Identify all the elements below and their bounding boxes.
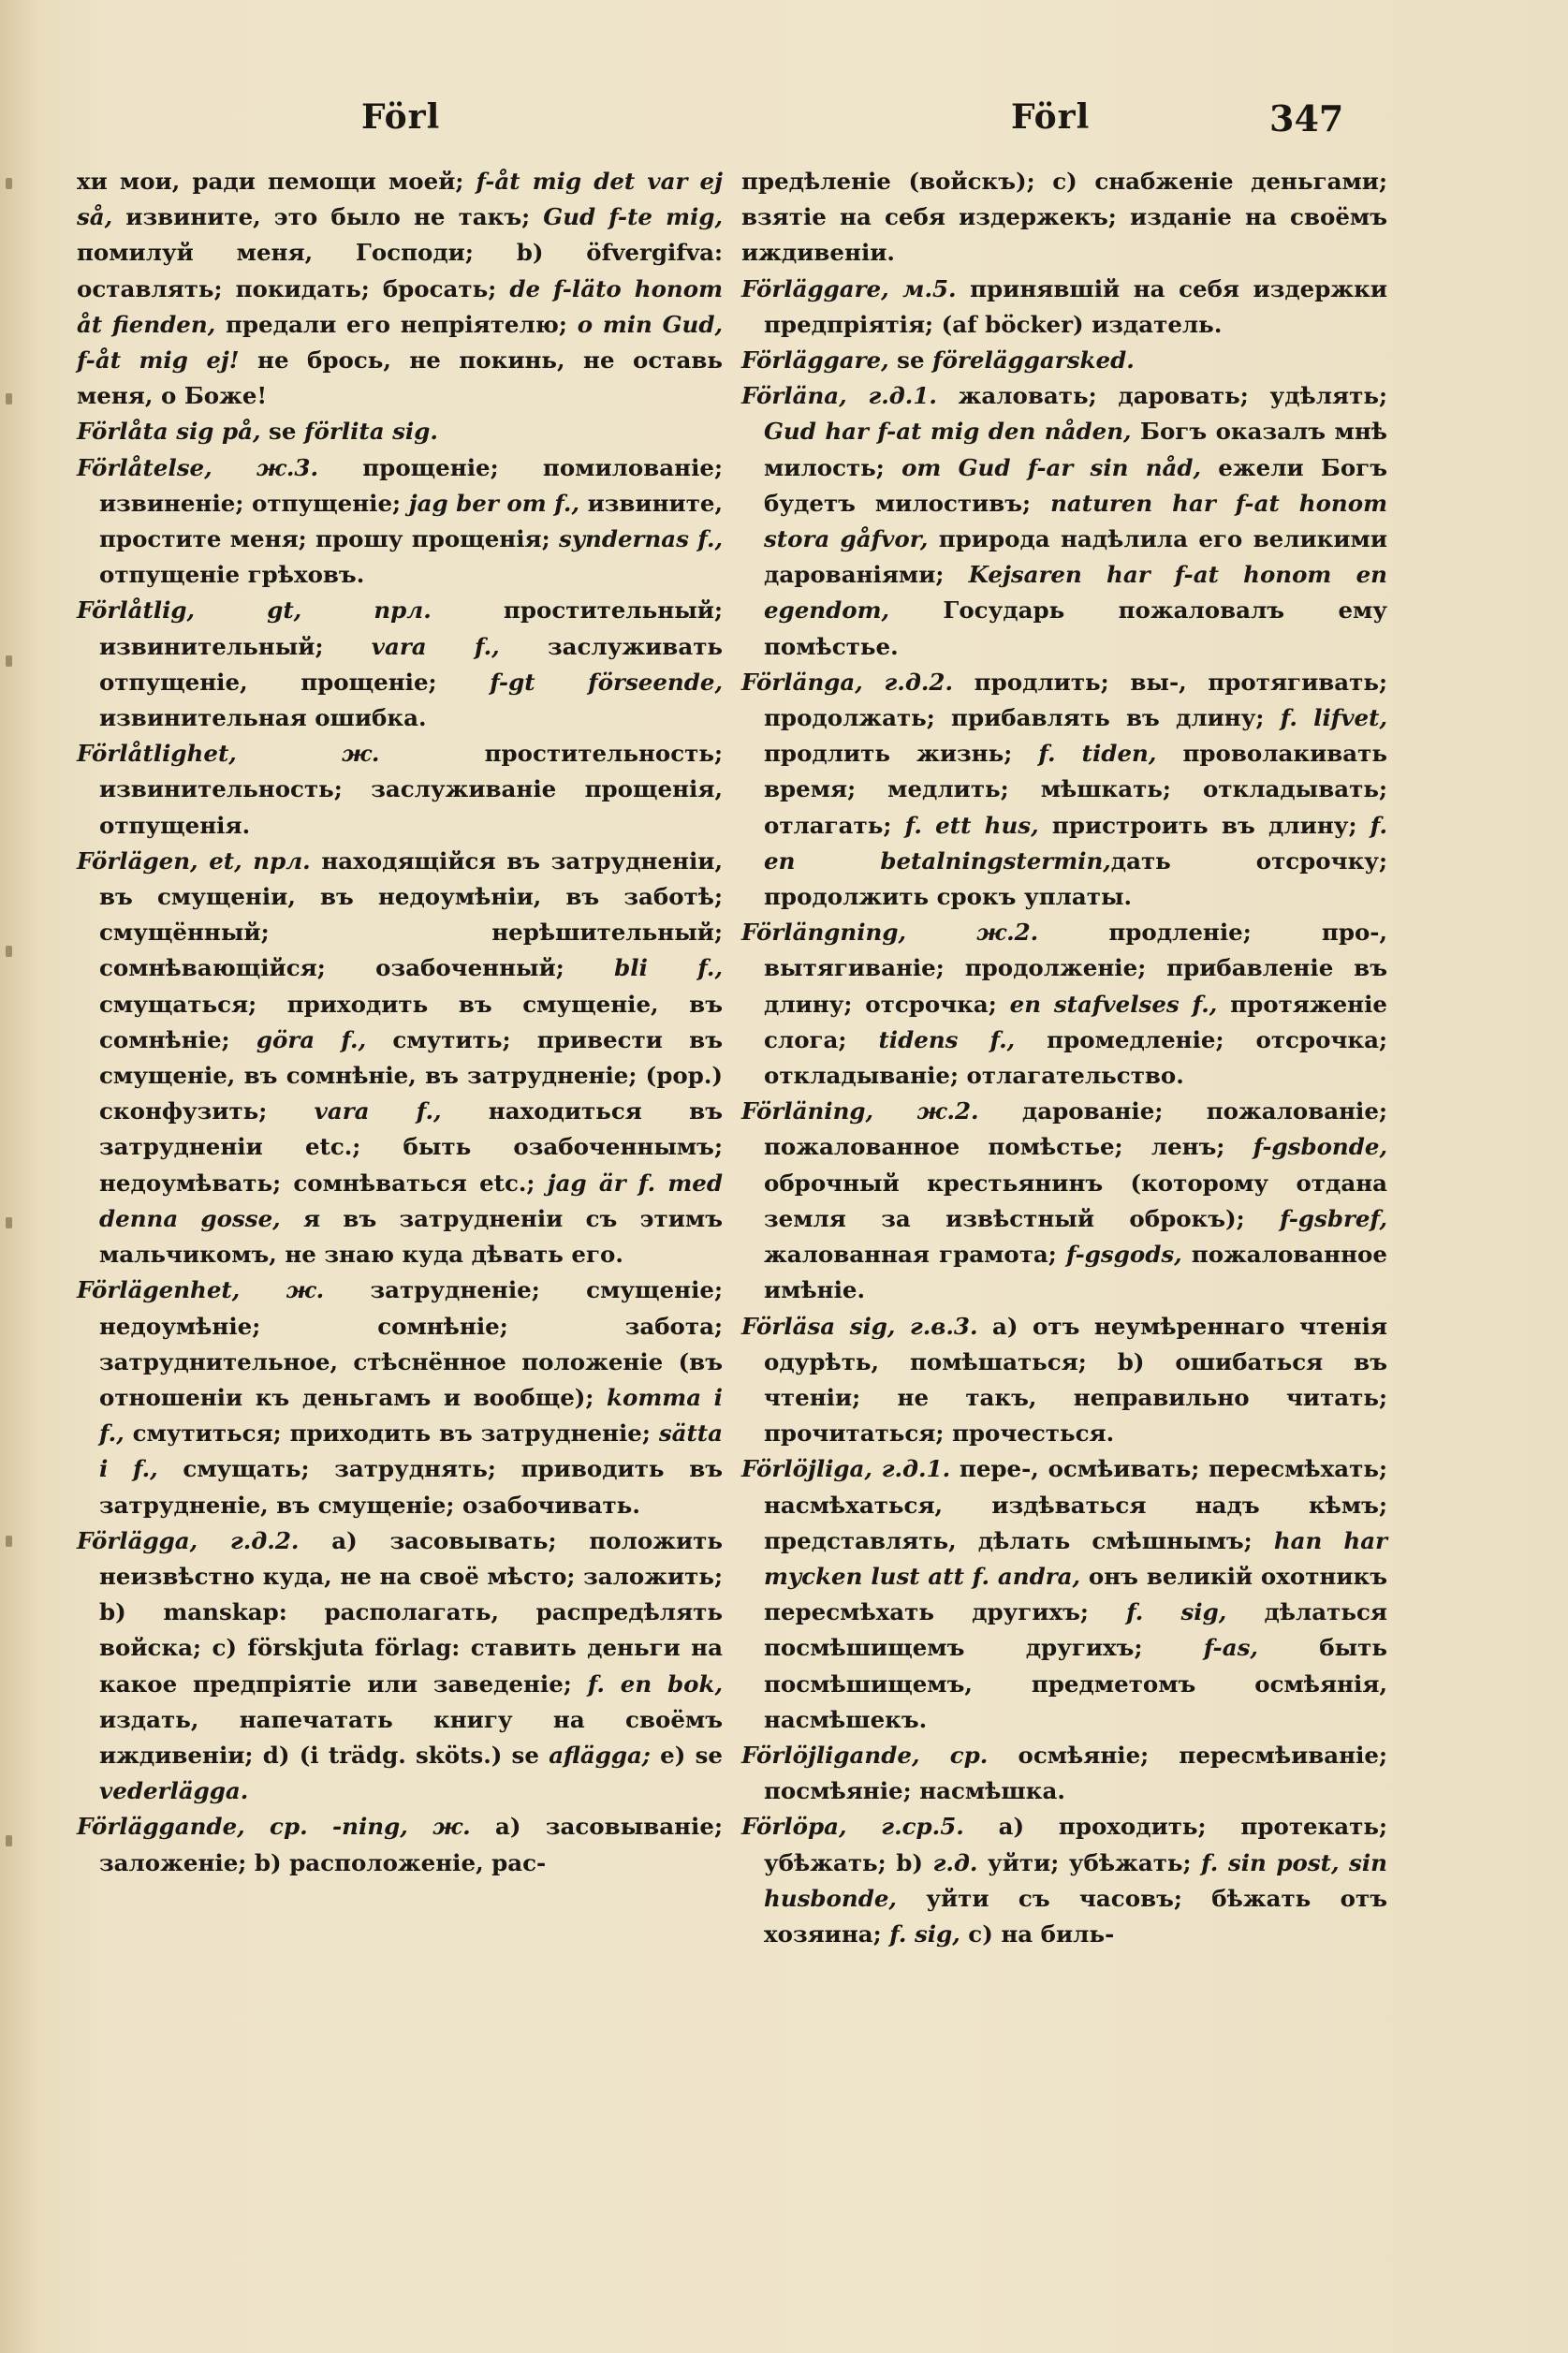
entry-text: e) se bbox=[650, 1741, 731, 1769]
left-column bbox=[77, 164, 731, 1881]
entry-text: быть посмѣшищемъ, предметомъ осмѣянія, насмѣшекъ. bbox=[764, 1634, 1396, 1733]
running-head-right: Förl bbox=[1011, 97, 1091, 137]
italic-text: förlita sig. bbox=[303, 418, 438, 446]
italic-text: jag är f. med denna gosse, bbox=[99, 1169, 731, 1232]
dictionary-entry-forlanga bbox=[741, 665, 1396, 915]
dictionary-entry-forlana bbox=[741, 378, 1396, 665]
italic-text: Förläsa sig, г.в.3. bbox=[741, 1312, 978, 1340]
entry-text: дать отсрочку; продолжить срокъ уплаты. bbox=[764, 846, 1396, 911]
entry-text: онъ великій охотникъ пересмѣхать другихъ; bbox=[764, 1562, 1396, 1626]
italic-text: vara f., bbox=[314, 1097, 442, 1125]
entry-continuation bbox=[741, 164, 1396, 272]
italic-text: om Gud f-ar sin nåd, bbox=[901, 453, 1202, 481]
italic-text: Förlänga, г.д.2. bbox=[741, 668, 953, 696]
entry-text: продленіе; про-, вытягиваніе; продолженіе; прибавленіе въ длину; отсрочка; bbox=[764, 919, 1396, 1018]
entry-text: находящійся въ затрудненіи, въ смущеніи, въ недоумѣніи, въ заботѣ; смущённый; нерѣшительный; сомнѣвающійся; озабоченный; bbox=[99, 846, 731, 982]
italic-text: f. ett hus, bbox=[904, 811, 1039, 839]
italic-text: f-as, bbox=[1203, 1634, 1258, 1662]
dictionary-entry-forlatlighet bbox=[77, 736, 731, 844]
entry-text: продлить; вы-, протягивать; продолжать; прибавлять въ длину; bbox=[764, 668, 1396, 732]
entry-text: жалованная грамота; bbox=[764, 1204, 1396, 1269]
entry-text: простительность; извинительность; заслуживаніе прощенія, отпущенія. bbox=[99, 740, 731, 839]
entry-text: дѣлаться посмѣшищемъ другихъ; bbox=[764, 1598, 1396, 1662]
entry-text: c) на биль- bbox=[960, 1919, 1115, 1948]
entry-text: природа надѣлила его великими дарованіями; bbox=[764, 525, 1396, 589]
italic-text: f. lifvet, bbox=[1280, 704, 1387, 732]
entry-text: находиться въ затрудненіи etc.; быть озабоченнымъ; недоумѣвать; сомнѣваться etc.; bbox=[99, 1097, 731, 1197]
entry-text: смущать; затруднять; приводить въ затрудненіе, въ смущеніе; озабочивать. bbox=[99, 1455, 731, 1519]
entry-text: смутить; привести въ смущеніе, въ сомнѣніе, въ затрудненіе; (рор.) сконфузить; bbox=[99, 1025, 731, 1125]
entry-text: Богъ оказалъ мнѣ милость; bbox=[764, 418, 1396, 481]
italic-text: Förläna, г.д.1. bbox=[741, 382, 937, 410]
entry-text: смущаться; приходить въ смущеніе, въ сомнѣніе; bbox=[99, 954, 731, 1053]
entry-text: пере-, осмѣивать; пересмѣхать; насмѣхаться, издѣваться надъ кѣмъ; представлять, дѣлать смѣшнымъ; bbox=[764, 1455, 1396, 1554]
italic-text: föreläggarsked. bbox=[932, 346, 1135, 375]
italic-text: Förlängning, ж.2. bbox=[741, 919, 1039, 947]
italic-text: f. en betalningstermin, bbox=[764, 811, 1396, 875]
italic-text: Förläggande, ср. -ning, ж. bbox=[77, 1813, 471, 1841]
page-edge-mark bbox=[6, 178, 12, 189]
entry-text: хи мои, ради пемощи моей; bbox=[77, 168, 476, 195]
page-edge-mark bbox=[6, 946, 12, 957]
italic-text: naturen har f-at honom stora gåfvor, bbox=[764, 489, 1396, 553]
italic-text: Förlöjligande, ср. bbox=[741, 1741, 989, 1769]
italic-text: komma i f., bbox=[99, 1383, 731, 1448]
italic-text: vara f., bbox=[371, 632, 500, 660]
italic-text: Kejsaren har f-at honom en egendom, bbox=[764, 561, 1396, 625]
italic-text: Förlägen, et, прл. bbox=[77, 846, 311, 875]
italic-text: Förlägenhet, ж. bbox=[77, 1276, 325, 1304]
italic-text: syndernas f., bbox=[559, 525, 723, 553]
entry-text: извинительная ошибка. bbox=[99, 668, 731, 732]
entry-text: a) засовываніе; заложеніе; b) расположеніе, рас- bbox=[99, 1813, 731, 1876]
running-head-left: Förl bbox=[361, 97, 441, 137]
entry-text: простительный; извинительный; bbox=[99, 596, 731, 660]
italic-text: Förläggare, bbox=[741, 346, 889, 375]
italic-text: f. en bok, bbox=[587, 1669, 723, 1698]
italic-text: jag ber om f., bbox=[408, 489, 579, 517]
italic-text: Gud har f-at mig den nåden, bbox=[764, 418, 1132, 446]
dictionary-entry-forlaggande bbox=[77, 1809, 731, 1880]
italic-text: Förläning, ж.2. bbox=[741, 1097, 979, 1125]
dictionary-entry-forlagga bbox=[77, 1523, 731, 1810]
entry-text: предали его непріятелю; bbox=[215, 310, 578, 338]
italic-text: f. sin post, sin husbonde, bbox=[764, 1848, 1396, 1912]
italic-text: o min Gud, f-åt mig ej! bbox=[77, 310, 731, 375]
entry-text: ежели Богъ будетъ милостивъ; bbox=[764, 453, 1396, 517]
entry-text: пожалованное имѣніе. bbox=[764, 1241, 1396, 1304]
entry-text: помилуй меня, Господи; b) öfvergifva: оставлять; покидать; бросать; bbox=[77, 203, 731, 302]
entry-text: я въ затрудненіи съ этимъ мальчикомъ, не знаю куда дѣвать его. bbox=[99, 1204, 731, 1269]
entry-text: оброчный крестьянинъ (которому отдана земля за извѣстный оброкъ); bbox=[764, 1133, 1396, 1232]
entry-text: не брось, не покинь, не оставь меня, о Боже! bbox=[77, 346, 731, 410]
italic-text: Förlöpa, г.ср.5. bbox=[741, 1813, 964, 1841]
italic-text: Förlåta sig på, bbox=[77, 418, 261, 446]
italic-text: göra f., bbox=[256, 1025, 367, 1053]
dictionary-entry-forlasa-sig bbox=[741, 1309, 1396, 1452]
dictionary-entry-forlaning bbox=[741, 1094, 1396, 1308]
right-column bbox=[741, 164, 1396, 1952]
page-edge-mark bbox=[6, 655, 12, 667]
entry-text: прощеніе; помилованіе; извиненіе; отпущеніе; bbox=[99, 453, 731, 517]
entry-text: a) проходить; протекать; убѣжать; b) bbox=[764, 1813, 1396, 1876]
entry-text: уйти; убѣжать; bbox=[977, 1848, 1202, 1876]
entry-text: se bbox=[888, 346, 933, 375]
italic-text: Gud f-te mig, bbox=[543, 203, 723, 231]
dictionary-entry-forlojligande bbox=[741, 1738, 1396, 1809]
entry-text: затрудненіе; смущеніе; недоумѣніе; сомнѣніе; забота; затруднительное, стѣснённое положеніе (въ отношеніи къ деньгамъ и вообще); bbox=[99, 1276, 731, 1411]
page-edge-mark bbox=[6, 393, 12, 404]
italic-text: f-gsbref, bbox=[1280, 1204, 1387, 1232]
italic-text: aflägga; bbox=[549, 1741, 651, 1769]
italic-text: f. sig, bbox=[889, 1919, 960, 1948]
entry-text: предѣленіе (войскъ); c) снабженіе деньгами; взятіе на себя издержекъ; изданіе на своёмъ иждивеніи. bbox=[741, 168, 1396, 267]
page-edge-mark bbox=[6, 1536, 12, 1547]
italic-text: Förlåtlighet, ж. bbox=[77, 740, 380, 768]
italic-text: tidens f., bbox=[878, 1025, 1016, 1053]
italic-text: han har mycken lust att f. andra, bbox=[764, 1526, 1396, 1590]
dictionary-entry-forlaggare-1 bbox=[741, 272, 1396, 343]
italic-text: f-gt förseende, bbox=[490, 668, 723, 696]
italic-text: Förlåtlig, gt, прл. bbox=[77, 596, 432, 625]
entry-text: пристроить въ длину; bbox=[1038, 811, 1370, 839]
entry-text: a) засовывать; положить неизвѣстно куда, не на своё мѣсто; заложить; b) manskap: располагать, распредѣлять войска; c) förskjuta förlag: ставить деньги на какое предпріятіе или заведеніе; bbox=[99, 1526, 731, 1698]
entry-text: заслуживать отпущеніе, прощеніе; bbox=[99, 632, 731, 696]
italic-text: Förlägga, г.д.2. bbox=[77, 1526, 300, 1554]
italic-text: sätta i f., bbox=[99, 1419, 731, 1483]
italic-text: Förläggare, м.5. bbox=[741, 274, 957, 302]
dictionary-entry-forlangning bbox=[741, 915, 1396, 1094]
entry-text: a) отъ неумѣреннаго чтенія одурѣть, помѣшаться; b) ошибаться въ чтеніи; не такъ, неправильно читать; прочитаться; прочесться. bbox=[764, 1312, 1396, 1448]
page-edge-mark bbox=[6, 1835, 12, 1846]
entry-text: Государь пожаловалъ ему помѣстье. bbox=[764, 596, 1396, 660]
italic-text: г.д. bbox=[932, 1848, 978, 1876]
italic-text: bli f., bbox=[614, 954, 723, 982]
entry-text: извините, простите меня; прошу прощенія; bbox=[99, 489, 731, 553]
entry-text: промедленіе; отсрочка; откладываніе; отлагательство. bbox=[764, 1025, 1396, 1090]
entry-text: принявшій на себя издержки предпріятія; (af böcker) издатель. bbox=[764, 274, 1396, 338]
italic-text: f. tiden, bbox=[1038, 740, 1157, 768]
italic-text: Förlåtelse, ж.3. bbox=[77, 453, 318, 481]
entry-text: se bbox=[260, 418, 304, 446]
dictionary-entry-forlagen bbox=[77, 844, 731, 1272]
dictionary-entry-forlatlig bbox=[77, 593, 731, 736]
page-number: 347 bbox=[1269, 97, 1344, 140]
italic-text: f-gsgods, bbox=[1065, 1241, 1182, 1269]
entry-text: осмѣяніе; пересмѣиваніе; посмѣяніе; насмѣшка. bbox=[764, 1741, 1396, 1805]
entry-text: смутиться; приходить въ затрудненіе; bbox=[124, 1419, 659, 1448]
dictionary-entry-forlata-sig bbox=[77, 414, 723, 449]
entry-continuation bbox=[77, 164, 731, 414]
entry-text: проволакивать время; медлить; мѣшкать; откладывать; отлагать; bbox=[764, 740, 1396, 839]
entry-text: издать, напечатать книгу на своёмъ иждивеніи; d) (i trädg. sköts.) se bbox=[99, 1669, 731, 1769]
italic-text: Förlöjliga, г.д.1. bbox=[741, 1455, 951, 1483]
entry-text: протяженіе слога; bbox=[764, 990, 1396, 1053]
dictionary-entry-forlatelse bbox=[77, 450, 731, 594]
dictionary-entry-forlopa bbox=[741, 1809, 1396, 1952]
entry-text: отпущеніе грѣховъ. bbox=[99, 525, 731, 589]
dictionary-entry-forlaggare-2 bbox=[741, 343, 1387, 378]
italic-text: f-åt mig det var ej så, bbox=[77, 168, 731, 231]
entry-text: извините, это было не такъ; bbox=[112, 203, 544, 231]
entry-text: жаловать; даровать; удѣлять; bbox=[936, 382, 1396, 410]
dictionary-entry-forlagenhet bbox=[77, 1272, 731, 1522]
dictionary-entry-forlojliga bbox=[741, 1451, 1396, 1738]
entry-text: продлить жизнь; bbox=[764, 704, 1396, 768]
italic-text: f-gsbonde, bbox=[1253, 1133, 1387, 1161]
italic-text: en stafvelses f., bbox=[1009, 990, 1218, 1018]
page-header bbox=[0, 94, 1568, 150]
italic-text: vederlägga. bbox=[99, 1777, 249, 1805]
italic-text: de f-läto honom åt fienden, bbox=[77, 274, 731, 338]
italic-text: f. sig, bbox=[1126, 1598, 1227, 1626]
page-edge-mark bbox=[6, 1217, 12, 1228]
entry-text: дарованіе; пожалованіе; пожалованное помѣстье; ленъ; bbox=[764, 1097, 1396, 1161]
entry-text: уйти съ часовъ; бѣжать отъ хозяина; bbox=[764, 1884, 1396, 1948]
